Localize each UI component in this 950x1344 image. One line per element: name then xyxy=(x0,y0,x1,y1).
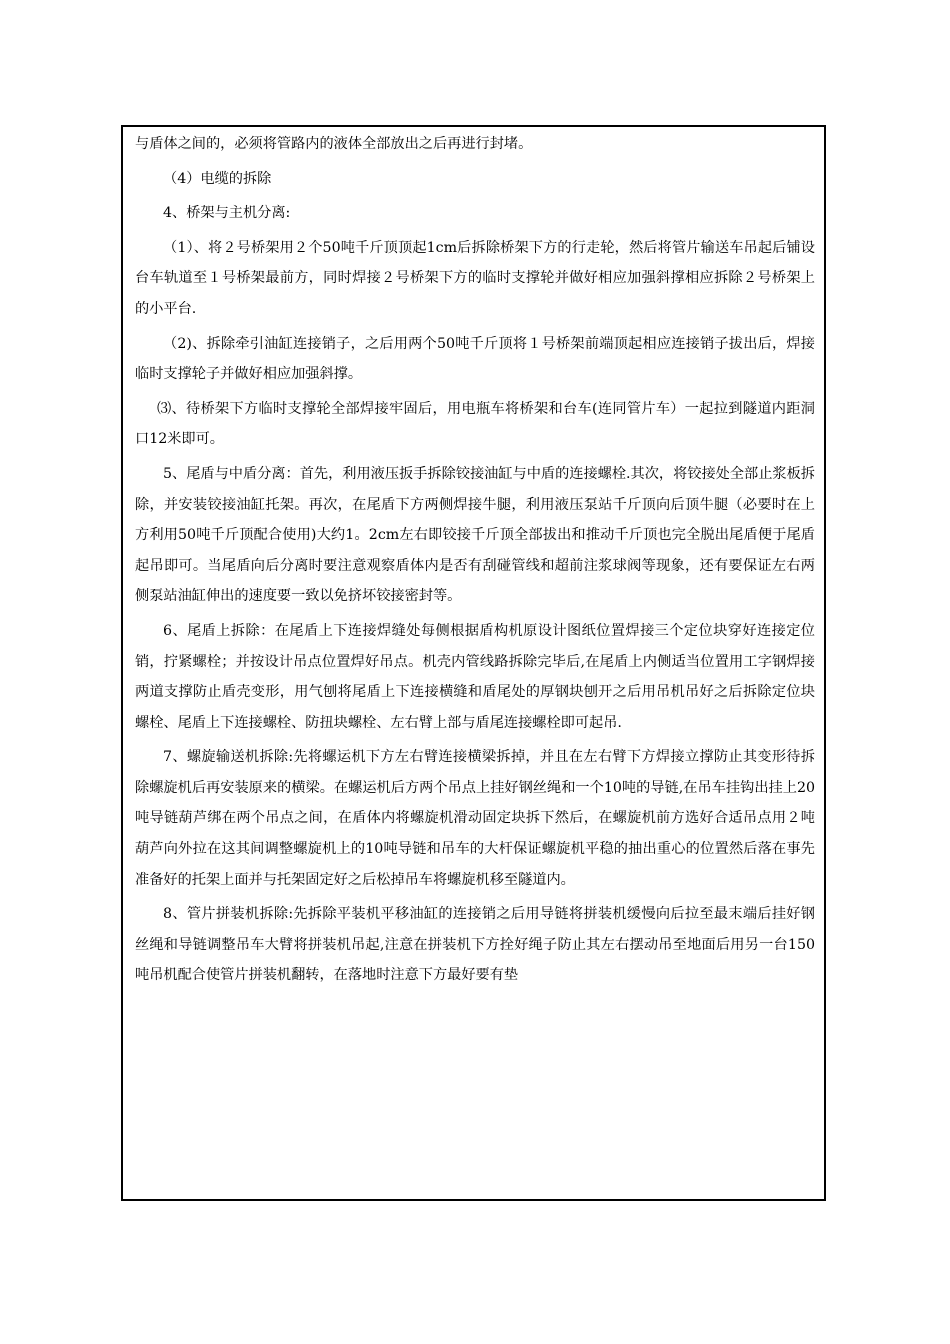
paragraph-bridge-step-3: ⑶、待桥架下方临时支撑轮全部焊接牢固后，用电瓶车将桥架和台车(连同管片车）一起拉到隧道内距洞口12米即可。 xyxy=(135,400,815,448)
heading-bridge-separation: 4、桥架与主机分离: xyxy=(163,205,291,222)
paragraph-tail-shield-separation: 5、尾盾与中盾分离：首先，利用液压扳手拆除铰接油缸与中盾的连接螺栓.其次，将铰接处全部止浆板拆除，并安装铰接油缸托架。再次，在尾盾下方两侧焊接牛腿，利用液压泵站千斤顶向后顶牛腿（必要时在上方利用50吨千斤顶配合使用)大约1。2cm左右即铰接千斤顶全部拔出和推动千斤顶也完全脱出尾盾便于尾盾起吊即可。当尾盾向后分离时要注意观察盾体内是否有刮碰管线和超前注浆球阀等现象，还有要保证左右两侧泵站油缸伸出的速度要一致以免挤坏铰接密封等。 xyxy=(135,465,815,605)
paragraph-segment-erector-removal: 8、管片拼装机拆除:先拆除平装机平移油缸的连接销之后用导链将拼装机缓慢向后拉至最末端后挂好钢丝绳和导链调整吊车大臂将拼装机吊起,注意在拼装机下方拴好绳子防止其左右摆动吊至地面后用另一台150吨吊机配合使管片拼装机翻转，在落地时注意下方最好要有垫 xyxy=(135,906,815,984)
paragraph-cable-removal: （4）电缆的拆除 xyxy=(163,170,272,187)
paragraph-bridge-step-2: （2)、拆除牵引油缸连接销子，之后用两个50吨千斤顶将１号桥架前端顶起相应连接销子拔出后，焊接临时支撑轮子并做好相应加强斜撑。 xyxy=(135,335,815,383)
paragraph-continuation: 与盾体之间的，必须将管路内的液体全部放出之后再进行封堵。 xyxy=(135,136,533,152)
document-body xyxy=(135,129,815,995)
paragraph-bridge-step-1: （1）、将２号桥架用２个50吨千斤顶顶起1cm后拆除桥架下方的行走轮，然后将管片输送车吊起后铺设台车轨道至１号桥架最前方，同时焊接２号桥架下方的临时支撑轮并做好相应加强斜撑相应拆除２号桥架上的小平台. xyxy=(135,239,815,317)
paragraph-tail-shield-removal: 6、尾盾上拆除：在尾盾上下连接焊缝处每侧根据盾构机原设计图纸位置焊接三个定位块穿好连接定位销，拧紧螺栓；并按设计吊点位置焊好吊点。机壳内管线路拆除完毕后,在尾盾上内侧适当位置用工字钢焊接两道支撑防止盾壳变形，用气刨将尾盾上下连接横缝和盾尾处的厚钢块刨开之后用吊机吊好之后拆除定位块螺栓、尾盾上下连接螺栓、防扭块螺栓、左右臂上部与盾尾连接螺栓即可起吊. xyxy=(135,622,815,731)
document-frame xyxy=(121,125,826,1201)
paragraph-screw-conveyor-removal: 7、螺旋输送机拆除:先将螺运机下方左右臂连接横梁拆掉，并且在左右臂下方焊接立撑防止其变形待拆除螺旋机后再安装原来的横梁。在螺运机后方两个吊点上挂好钢丝绳和一个10吨的导链,在吊车挂钩出挂上20吨导链葫芦绑在两个吊点之间，在盾体内将螺旋机滑动固定块拆下然后，在螺旋机前方选好合适吊点用２吨葫芦向外拉在这其间调整螺旋机上的10吨导链和吊车的大杆保证螺旋机平稳的抽出重心的位置然后落在事先准备好的托架上面并与托架固定好之后松掉吊车将螺旋机移至隧道内。 xyxy=(135,749,815,888)
